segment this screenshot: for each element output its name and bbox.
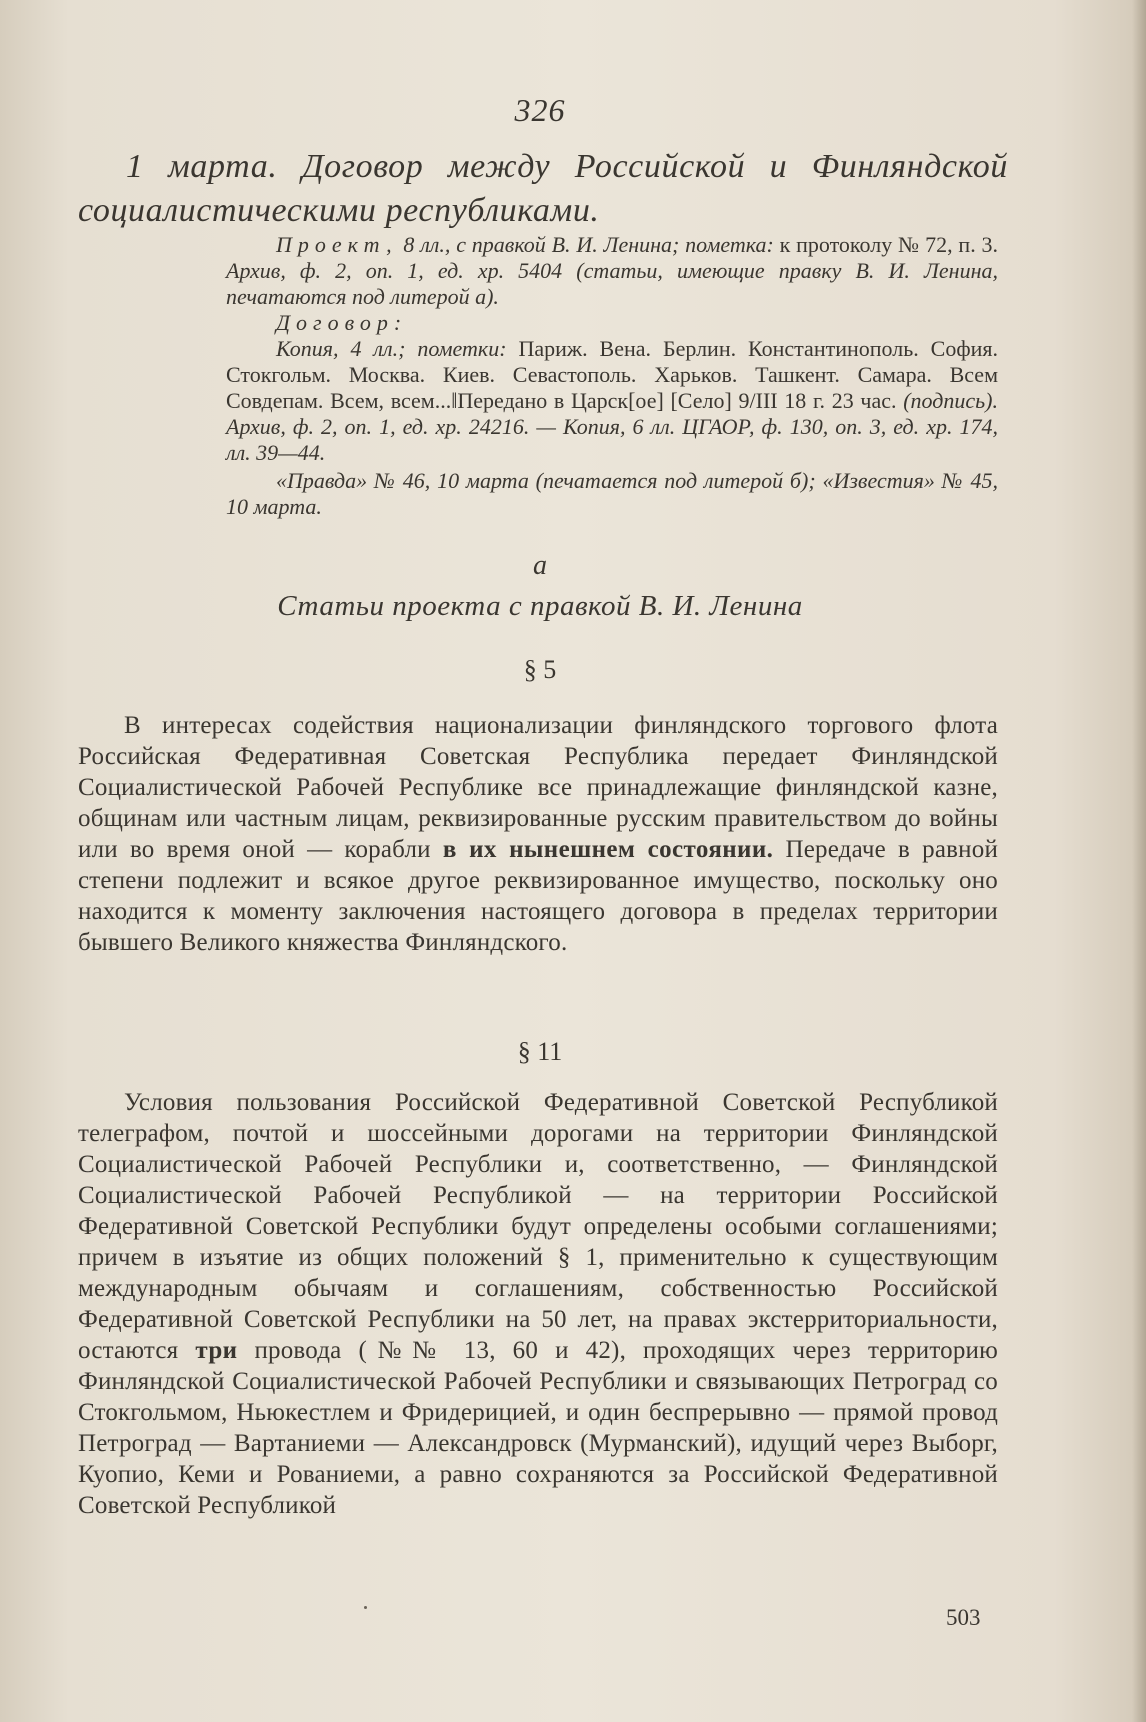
folio-number: 503 [946,1605,981,1630]
archival-notes [226,232,998,520]
archival-note-treaty-label: Договор: [276,310,408,335]
document-heading [78,145,1008,233]
section-mark-5: § 5 [523,655,557,684]
section-mark-11: § 11 [517,1037,563,1066]
print-speck [364,1606,367,1609]
page-number-top: 326 [514,92,566,128]
section-5-paragraph: В интересах содействия национализации финляндского торгового флота Российская Федеративная Советская Республика передает Финляндской Социалистической Рабочей Республике все принадлежащие финляндской казне, общинам или частным лицам, реквизированные русским правительством до войны или во время оной — корабли в их нынешнем состоянии. Передаче в равной степени подлежит и всякое другое реквизированное имущество, поскольку оно находится к моменту заключения настоящего договора в пределах территории бывшего Великого княжества Финляндского. [78,712,999,956]
heading-line-1: 1 марта. Договор между Российской и Финляндской [126,148,1008,185]
archival-note-project: Проект, 8 лл., с правкой В. И. Ленина; пометка: к протоколу № 72, п. 3. Архив, ф. 2, оп. 1, ед. хр. 5404 (статьи, имеющие правку В. И. Ленина, печатаются под литерой а). [226,232,999,309]
section-subtitle: Статьи проекта с правкой В. И. Ленина [277,590,803,622]
section-letter: а [533,550,547,581]
section-11-paragraph: Условия пользования Российской Федеративной Советской Республикой телеграфом, почтой и шоссейными дорогами на территории Финляндской Социалистической Рабочей Республики и, соответственно, — Финляндской Социалистической Рабочей Республикой — на территории Российской Федеративной Советской Республики будут определены особыми соглашениями; причем в изъятие из общих положений § 1, применительно к существующим международным обычаям и соглашениям, собственностью Российской Федеративной Советской Республики на 50 лет, на правах экстерриториальности, остаются три провода (№№ 13, 60 и 42), проходящих через территорию Финляндской Социалистической Рабочей Республики и связывающих Петроград со Стокгольмом, Ньюкестлем и Фридерицией, и один беспрерывно — прямой провод Петроград — Вартаниеми — Александровск (Мурманский), идущий через Выборг, Куопио, Кеми и Рованиеми, а равно сохраняются за Российской Федеративной Советской Республикой [78,1089,998,1519]
archival-note-copy: Копия, 4 лл.; пометки: Париж. Вена. Берлин. Константинополь. София. Стокгольм. Москва. Киев. Севастополь. Харьков. Ташкент. Самара. Всем Совдепам. Всем, всем...‖Передано в Царск[ое] [Село] 9/III 18 г. 23 час. (подпись). Архив, ф. 2, оп. 1, ед. хр. 24216. — Копия, 6 лл. ЦГАОР, ф. 130, оп. 3, ед. хр. 174, лл. 39—44. [226,336,999,465]
archival-note-publication: «Правда» № 46, 10 марта (печатается под литерой б); «Известия» № 45, 10 марта. [226,468,998,519]
heading-line-2: социалистическими республиками. [78,192,600,229]
